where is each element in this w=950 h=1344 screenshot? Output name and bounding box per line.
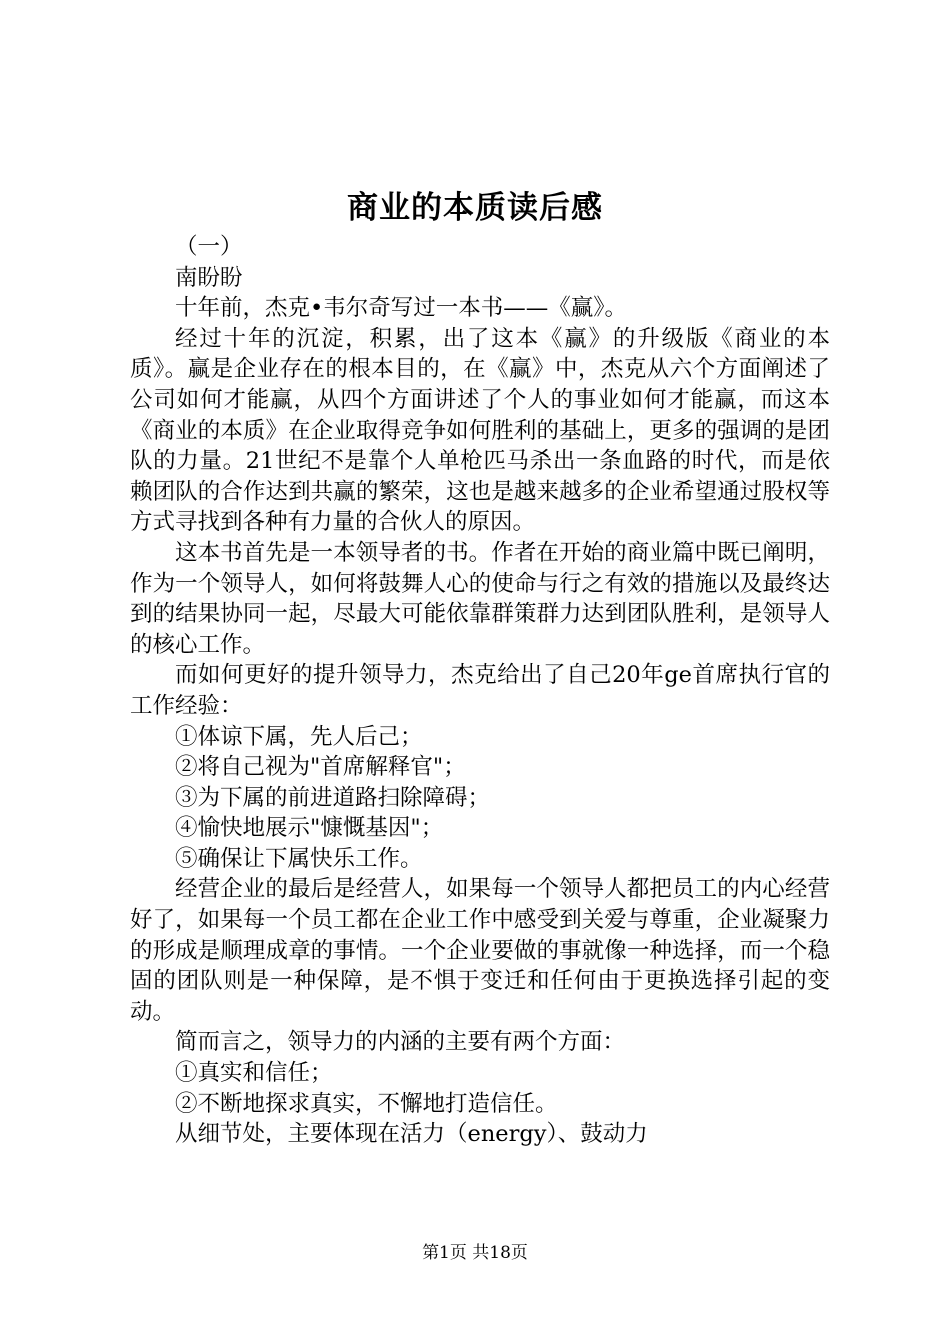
list-item: ④愉快地展示"慷慨基因"； <box>175 815 444 842</box>
paragraph: 而如何更好的提升领导力，杰克给出了自己20年ge首席执行官的工作经验： <box>130 662 830 719</box>
list-item: ②将自己视为"首席解释官"； <box>175 754 466 781</box>
list-item: ①体谅下属，先人后己； <box>175 723 423 750</box>
paragraph: 简而言之，领导力的内涵的主要有两个方面： <box>175 1029 626 1056</box>
page-footer: 第1页 共18页 <box>422 1243 528 1263</box>
author-name: 南盼盼 <box>175 264 243 291</box>
list-item: ①真实和信任； <box>175 1060 333 1087</box>
paragraph: 从细节处，主要体现在活力（energy）、鼓动力 <box>175 1121 648 1148</box>
paragraph: 十年前，杰克•韦尔奇写过一本书——《赢》。 <box>175 295 628 322</box>
paragraph: 经营企业的最后是经营人，如果每一个领导人都把员工的内心经营好了，如果每一个员工都在企业工作中感受到关爱与尊重，企业凝聚力的形成是顺理成章的事情。一个企业要做的事就像一种选择，而一个稳固的团队则是一种保障，是不惧于变迁和任何由于更换选择引起的变动。 <box>130 876 830 1025</box>
section-number: （一） <box>175 234 243 260</box>
document-body <box>130 232 830 1150</box>
paragraph: 这本书首先是一本领导者的书。作者在开始的商业篇中既已阐明，作为一个领导人，如何将鼓舞人心的使命与行之有效的措施以及最终达到的结果协同一起，尽最大可能依靠群策群力达到团队胜利，是领导人的核心工作。 <box>130 539 830 658</box>
paragraph: 经过十年的沉淀，积累，出了这本《赢》的升级版《商业的本质》。赢是企业存在的根本目的，在《赢》中，杰克从六个方面阐述了公司如何才能赢，从四个方面讲述了个人的事业如何才能赢，而这本《商业的本质》在企业取得竞争如何胜利的基础上，更多的强调的是团队的力量。21世纪不是靠个人单枪匹马杀出一条血路的时代，而是依赖团队的合作达到共赢的繁荣，这也是越来越多的企业希望通过股权等方式寻找到各种有力量的合伙人的原因。 <box>130 325 830 536</box>
document-title: 商业的本质读后感 <box>347 190 603 226</box>
list-item: ②不断地探求真实，不懈地打造信任。 <box>175 1090 558 1117</box>
list-item: ⑤确保让下属快乐工作。 <box>175 845 423 872</box>
list-item: ③为下属的前进道路扫除障碍； <box>175 784 491 811</box>
